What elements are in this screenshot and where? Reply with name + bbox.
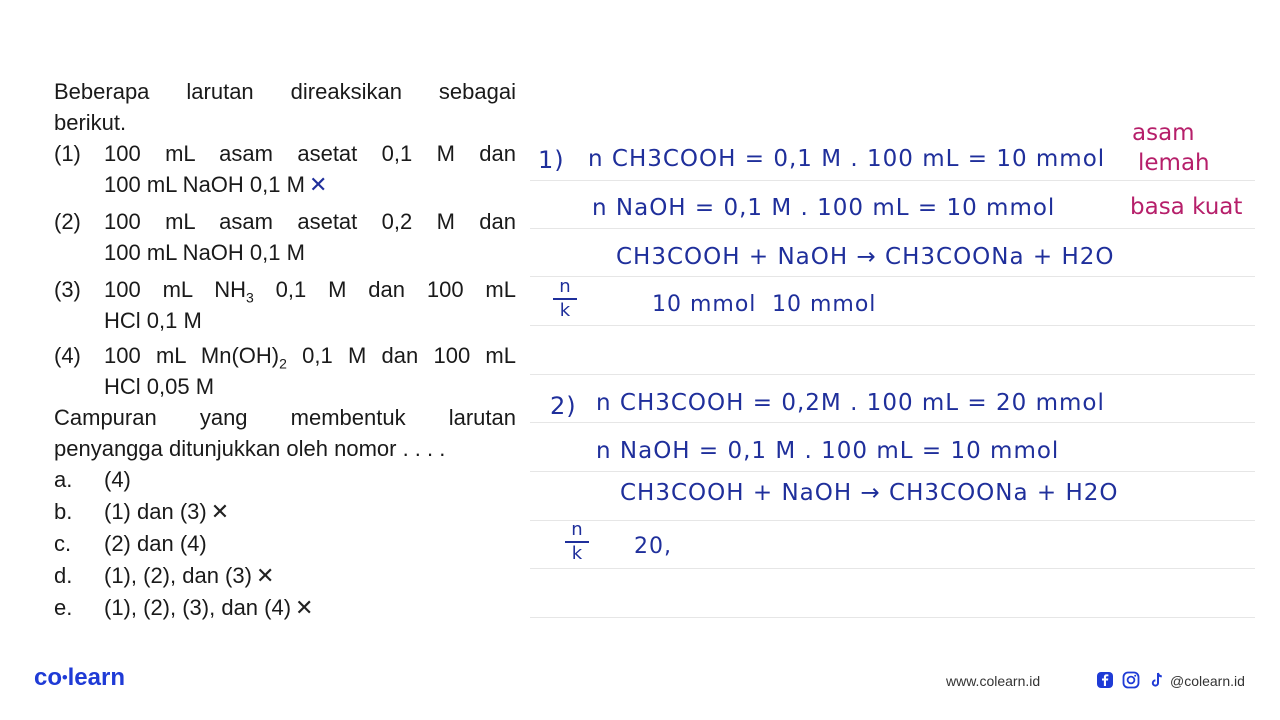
ruled-line	[530, 228, 1255, 229]
option-d[interactable]	[54, 560, 275, 591]
solution-2-reaction: CH3COOH + NaOH → CH3COONa + H2O	[620, 480, 1119, 506]
question-prompt: Campuran yang membentuk larutan	[54, 405, 516, 430]
website-url[interactable]: www.colearn.id	[946, 673, 1041, 689]
item-2	[54, 206, 516, 268]
solution-1-n-over-k: n k	[553, 277, 577, 321]
instagram-icon[interactable]	[1122, 671, 1140, 689]
solution-2-line-2: n NaOH = 0,1 M . 100 mL = 10 mmol	[596, 438, 1060, 464]
option-text: (1), (2), dan (3)	[104, 563, 252, 588]
option-e[interactable]	[54, 592, 314, 623]
solution-1-label: 1)	[538, 146, 565, 174]
solution-2-line-1: n CH3COOH = 0,2M . 100 mL = 20 mmol	[596, 390, 1105, 416]
option-c[interactable]	[54, 528, 207, 559]
item-line: 100 mL NaOH 0,1 M	[104, 240, 305, 265]
question-intro: Beberapa larutan direaksikan sebagai	[54, 79, 516, 104]
option-letter: a.	[54, 467, 73, 492]
annotation-basa-kuat: basa kuat	[1130, 194, 1243, 220]
option-text: (4)	[104, 467, 131, 492]
ruled-line	[530, 568, 1255, 569]
item-number: (3)	[54, 277, 81, 302]
option-text: (2) dan (4)	[104, 531, 207, 556]
ruled-line	[530, 180, 1255, 181]
facebook-icon[interactable]	[1096, 671, 1114, 689]
question-intro-cont: berikut.	[54, 110, 127, 135]
option-b[interactable]	[54, 496, 230, 527]
item-1	[54, 138, 516, 200]
solution-1-reaction: CH3COOH + NaOH → CH3COONa + H2O	[616, 244, 1115, 270]
ruled-line	[530, 325, 1255, 326]
item-number: (1)	[54, 141, 81, 166]
colearn-logo: co•learn	[34, 664, 125, 691]
solution-1-mmol-b: 10 mmol	[772, 292, 877, 317]
item-number: (4)	[54, 343, 81, 368]
item-number: (2)	[54, 209, 81, 234]
question-block	[54, 76, 516, 636]
item-line: HCl 0,05 M	[104, 374, 215, 399]
item-line: 100 mL asam asetat 0,1 M dan	[104, 141, 516, 166]
item-line: 100 mL $Mn(OH)_2$ 0,1 M dan 100 mL	[104, 343, 516, 372]
annotation-lemah: lemah	[1138, 150, 1210, 176]
ruled-line	[530, 617, 1255, 618]
ruled-line	[530, 520, 1255, 521]
option-letter: e.	[54, 595, 73, 620]
item-4	[54, 340, 516, 402]
option-letter: b.	[54, 499, 73, 524]
option-text: (1), (2), (3), dan (4)	[104, 595, 292, 620]
cross-mark-icon: ✕	[295, 596, 314, 621]
item-line: HCl 0,1 M	[104, 308, 202, 333]
item-line: 100 mL NaOH 0,1 M ✕	[104, 172, 328, 198]
item-line: 100 mL asam asetat 0,2 M dan	[104, 209, 516, 234]
solution-1-mmol-a: 10 mmol	[652, 292, 757, 317]
social-handle[interactable]: @colearn.id	[1170, 673, 1245, 689]
solution-2-n-over-k: n k	[565, 520, 589, 564]
cross-mark-icon: ✕	[210, 500, 230, 525]
solution-2-partial: 20,	[634, 534, 672, 559]
item-3	[54, 274, 516, 336]
cross-mark-icon: ✕	[255, 564, 275, 589]
option-a[interactable]	[54, 464, 131, 495]
question-prompt-cont: penyangga ditunjukkan oleh nomor . . . .	[54, 436, 446, 461]
solution-1-line-2: n NaOH = 0,1 M . 100 mL = 10 mmol	[592, 195, 1056, 221]
option-text: (1) dan (3)	[104, 499, 207, 524]
option-letter: d.	[54, 563, 73, 588]
cross-mark-icon: ✕	[308, 173, 328, 198]
ruled-line	[530, 374, 1255, 375]
option-letter: c.	[54, 531, 72, 556]
item-line: 100 mL $NH_3$ 0,1 M dan 100 mL	[104, 277, 516, 306]
solution-2-label: 2)	[550, 392, 577, 420]
solution-1-line-1: n CH3COOH = 0,1 M . 100 mL = 10 mmol	[588, 146, 1106, 172]
tiktok-icon[interactable]	[1148, 671, 1166, 689]
ruled-line	[530, 422, 1255, 423]
ruled-line	[530, 276, 1255, 277]
ruled-line	[530, 471, 1255, 472]
annotation-asam: asam	[1132, 120, 1195, 146]
